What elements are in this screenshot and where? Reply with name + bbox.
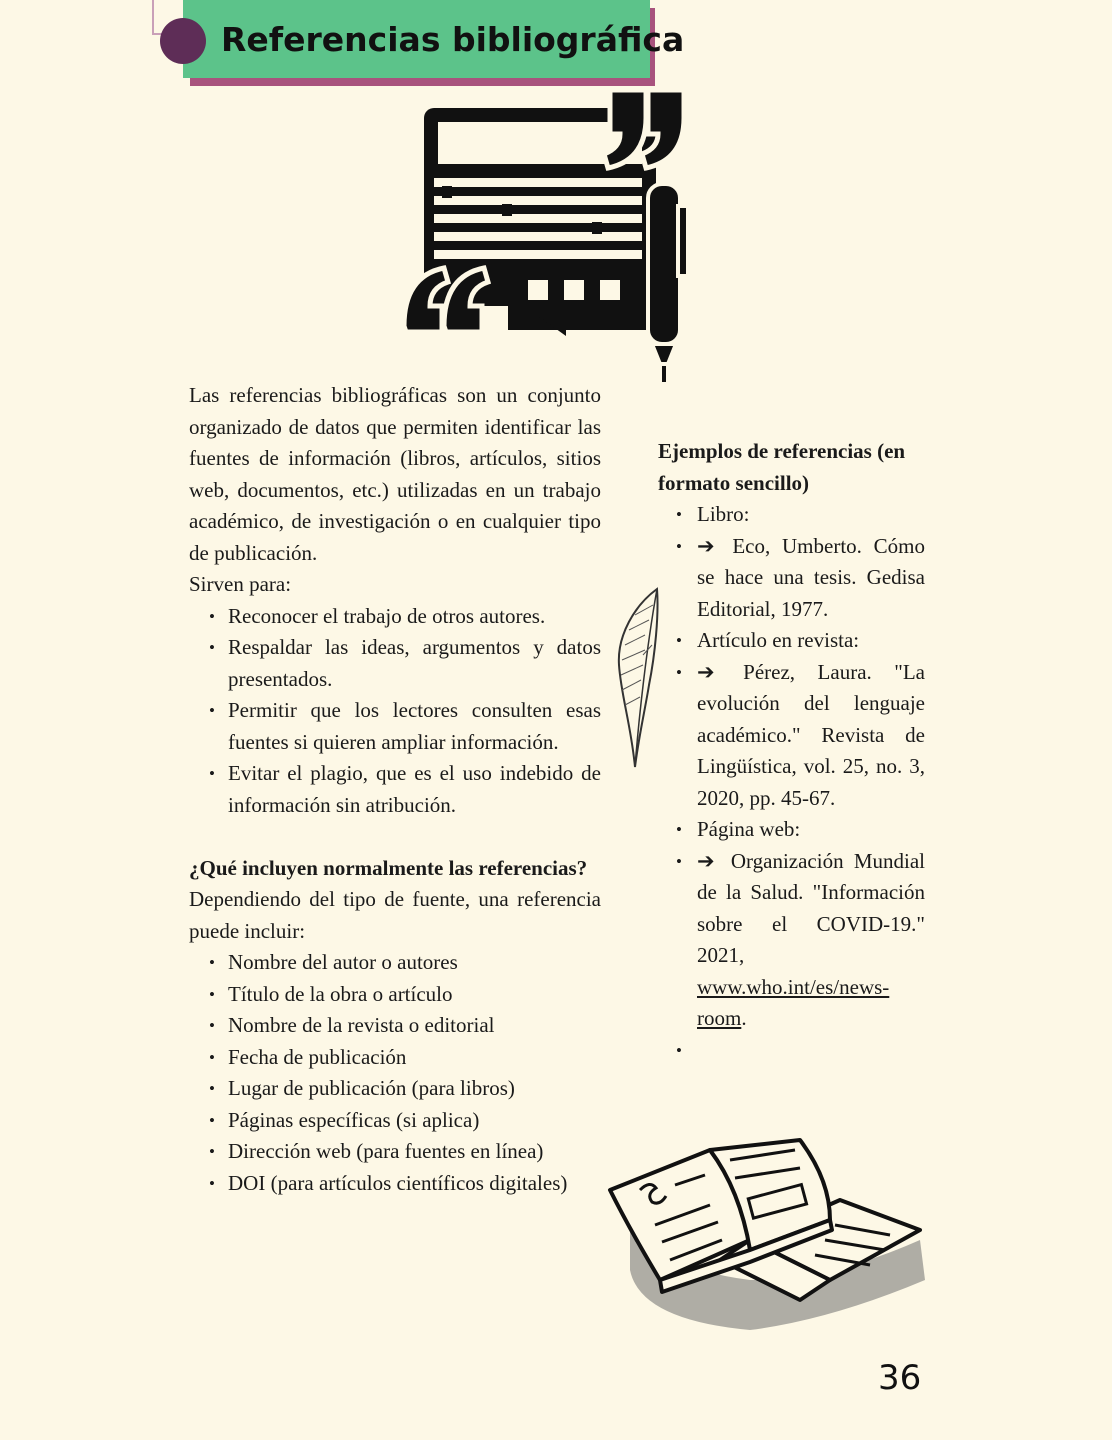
list-item: • Lugar de publicación (para libros): [189, 1073, 601, 1105]
spacer: [189, 821, 601, 853]
list-item: • Fecha de publicación: [189, 1042, 601, 1074]
list-item: • Nombre del autor o autores: [189, 947, 601, 979]
list-item: [658, 846, 925, 1035]
intro-paragraph: Las referencias bibliográficas son un conjunto organizado de datos que permiten identificar las fuentes de información (libros, artículos, sitios web, documentos, etc.) utilizadas en un trabajo académico, de investigación o en cualquier tipo de publicación.: [189, 383, 601, 565]
open-books-icon: [600, 1130, 930, 1330]
purpose-list: [189, 601, 601, 822]
list-item: [658, 531, 925, 626]
list-item: [658, 657, 925, 815]
list-item: • Reconocer el trabajo de otros autores.: [189, 601, 601, 633]
book-reference: Eco, Umberto. Cómo se hace una tesis. Gedisa Editorial, 1977.: [697, 533, 925, 621]
list-item: [658, 1035, 925, 1067]
arrow-right-icon: ➔: [697, 848, 715, 873]
page-number: 36: [878, 1358, 922, 1398]
arrow-right-icon: ➔: [697, 659, 715, 684]
list-item: • Artículo en revista:: [658, 625, 925, 657]
arrow-right-icon: ➔: [697, 533, 715, 558]
list-item: • Nombre de la revista o editorial: [189, 1010, 601, 1042]
list-item: • Libro:: [658, 499, 925, 531]
title-dot: [160, 18, 206, 64]
title-banner: [183, 0, 685, 78]
includes-list: [189, 947, 601, 1199]
article-reference: Pérez, Laura. "La evolución del lenguaje académico." Revista de Lingüística, vol. 25, no. 3, 2020, pp. 45-67.: [697, 659, 926, 810]
right-column: [658, 436, 925, 1066]
web-reference: Organización Mundial de la Salud. "Información sobre el COVID-19." 2021,: [697, 848, 925, 967]
left-column: [189, 380, 601, 1199]
quote-document-pen-icon: [398, 86, 718, 386]
list-item: • Título de la obra o artículo: [189, 979, 601, 1011]
examples-list: [658, 499, 925, 1066]
includes-lead: Dependiendo del tipo de fuente, una referencia puede incluir:: [189, 887, 601, 943]
examples-heading: Ejemplos de referencias (en formato sencillo): [658, 439, 906, 495]
list-item: • Página web:: [658, 814, 925, 846]
includes-heading: ¿Qué incluyen normalmente las referencias?: [189, 855, 588, 880]
quill-feather-icon: [605, 585, 665, 770]
list-item: • Dirección web (para fuentes en línea): [189, 1136, 601, 1168]
list-item: • Evitar el plagio, que es el uso indebido de información sin atribución.: [189, 758, 601, 821]
list-item: • DOI (para artículos científicos digitales): [189, 1168, 601, 1200]
purpose-label: Sirven para:: [189, 572, 292, 596]
decor-line: [152, 0, 154, 34]
list-item: • Páginas específicas (si aplica): [189, 1105, 601, 1137]
web-reference-end: .: [741, 1006, 747, 1030]
list-item: • Permitir que los lectores consulten esas fuentes si quieren ampliar información.: [189, 695, 601, 758]
web-link[interactable]: www.who.int/es/news-room: [697, 974, 890, 1030]
page-title: Referencias bibliográfica: [221, 19, 685, 59]
list-item: • Respaldar las ideas, argumentos y datos presentados.: [189, 632, 601, 695]
